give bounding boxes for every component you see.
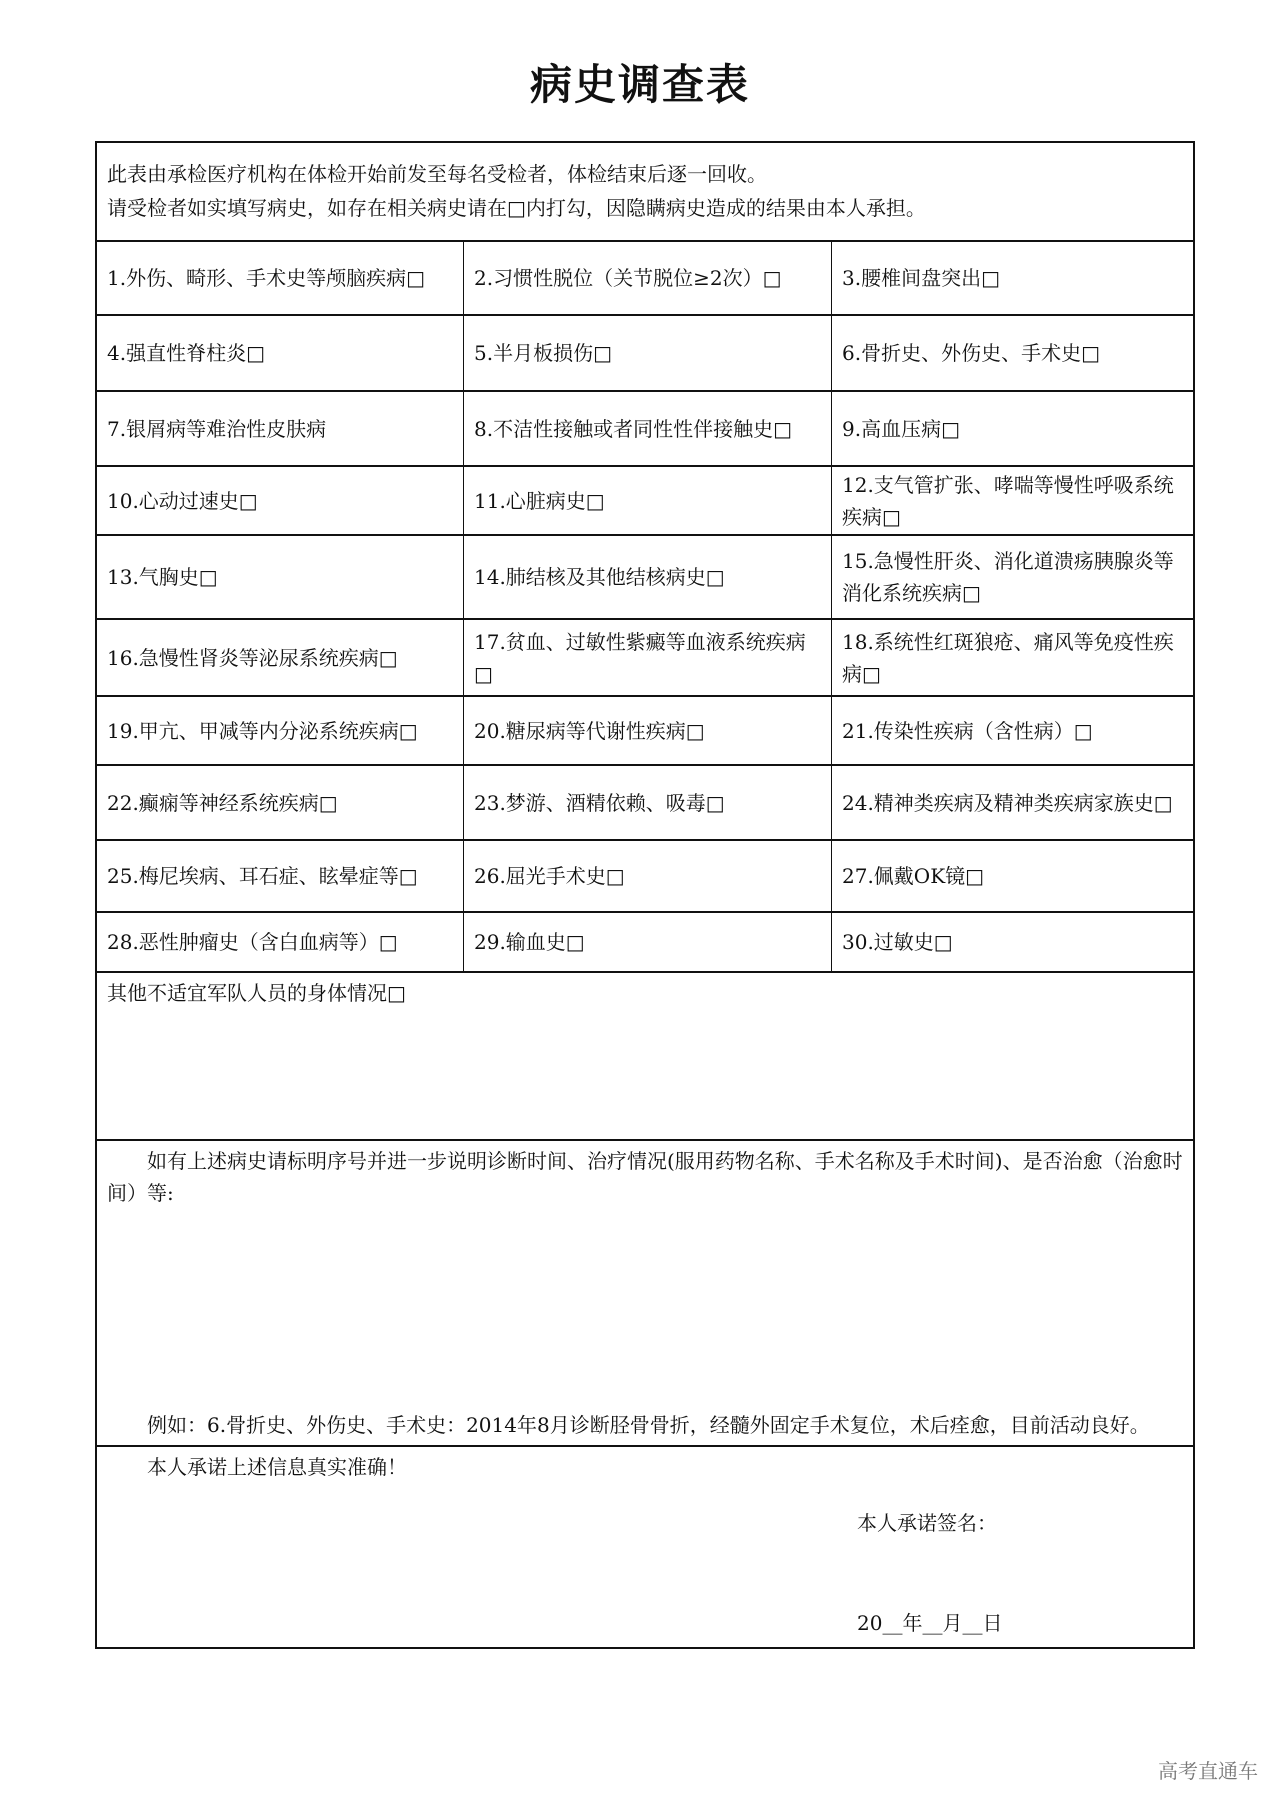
condition-row: [97, 390, 1193, 465]
condition-label: 9.高血压病□: [842, 416, 960, 441]
condition-item[interactable]: [463, 841, 831, 911]
intro-row: [97, 143, 1193, 240]
condition-row: [97, 695, 1193, 764]
commit-section: [97, 1447, 1193, 1647]
condition-item[interactable]: [97, 392, 463, 465]
condition-label: 3.腰椎间盘突出□: [842, 266, 1000, 290]
condition-label: 5.半月板损伤□: [474, 341, 612, 365]
condition-item[interactable]: [97, 697, 463, 764]
condition-label: 16.急慢性肾炎等泌尿系统疾病□: [107, 645, 398, 670]
condition-item[interactable]: [463, 316, 831, 390]
condition-label: 25.梅尼埃病、耳石症、眩晕症等□: [107, 864, 418, 888]
condition-item[interactable]: [463, 766, 831, 839]
condition-label: 18.系统性红斑狼疮、痛风等免疫性疾病□: [842, 629, 1174, 686]
explain-row: [97, 1139, 1193, 1445]
condition-item[interactable]: [831, 392, 1193, 465]
condition-label: 24.精神类疾病及精神类疾病家族史□: [842, 790, 1173, 815]
condition-item[interactable]: [97, 316, 463, 390]
intro-text: [97, 143, 936, 240]
condition-item[interactable]: [831, 620, 1193, 695]
signature-field[interactable]: 本人承诺签名：: [857, 1511, 997, 1535]
other-row: [97, 971, 1193, 1139]
explain-field[interactable]: [97, 1141, 1193, 1445]
condition-row: [97, 534, 1193, 618]
condition-row: [97, 240, 1193, 314]
condition-item[interactable]: [463, 242, 831, 314]
explain-prompt: 如有上述病史请标明序号并进一步说明诊断时间、治疗情况(服用药物名称、手术名称及手术时间)、是否治愈（治愈时间）等:: [107, 1149, 1183, 1205]
condition-item[interactable]: [463, 467, 831, 534]
condition-label: 2.习惯性脱位（关节脱位≥2次）□: [474, 266, 782, 290]
page-title: 病史调查表: [529, 60, 750, 109]
condition-row: [97, 618, 1193, 695]
condition-label: 13.气胸史□: [107, 565, 218, 589]
condition-row: [97, 314, 1193, 390]
condition-row: [97, 911, 1193, 971]
watermark: 高考直通车: [1158, 1759, 1258, 1783]
intro-line-2: 请受检者如实填写病史，如存在相关病史请在□内打勾，因隐瞒病史造成的结果由本人承担。: [107, 196, 926, 220]
condition-label: 26.屈光手术史□: [474, 864, 625, 888]
condition-label: 22.癫痫等神经系统疾病□: [107, 790, 338, 815]
condition-label: 30.过敏史□: [842, 930, 953, 954]
condition-label: 10.心动过速史□: [107, 488, 258, 513]
condition-item[interactable]: [463, 697, 831, 764]
commit-row: [97, 1445, 1193, 1647]
condition-item[interactable]: [97, 841, 463, 911]
condition-item[interactable]: [831, 242, 1193, 314]
condition-label: 1.外伤、畸形、手术史等颅脑疾病□: [107, 266, 425, 290]
condition-item[interactable]: [97, 467, 463, 534]
condition-item[interactable]: [831, 766, 1193, 839]
condition-label: 23.梦游、酒精依赖、吸毒□: [474, 790, 725, 815]
condition-item[interactable]: [831, 316, 1193, 390]
commit-statement: 本人承诺上述信息真实准确！: [147, 1455, 407, 1479]
condition-row: [97, 839, 1193, 911]
condition-label: 8.不洁性接触或者同性性伴接触史□: [474, 416, 792, 441]
condition-item[interactable]: [463, 620, 831, 695]
condition-item[interactable]: [97, 536, 463, 618]
condition-item[interactable]: [97, 766, 463, 839]
condition-item[interactable]: [463, 392, 831, 465]
condition-item[interactable]: [97, 620, 463, 695]
date-field[interactable]: 20__年__月__日: [857, 1611, 1003, 1635]
intro-line-1: 此表由承检医疗机构在体检开始前发至每名受检者，体检结束后逐一回收。: [107, 162, 767, 186]
condition-label: 12.支气管扩张、哮喘等慢性呼吸系统疾病□: [842, 472, 1174, 529]
condition-label: 14.肺结核及其他结核病史□: [474, 565, 725, 589]
condition-label: 29.输血史□: [474, 930, 585, 954]
explain-example: 例如：6.骨折史、外伤史、手术史：2014年8月诊断胫骨骨折，经髓外固定手术复位，术后痊愈，目前活动良好。: [147, 1413, 1150, 1437]
medical-history-form: [95, 141, 1195, 1649]
condition-label: 15.急慢性肝炎、消化道溃疡胰腺炎等消化系统疾病□: [842, 549, 1174, 605]
condition-item[interactable]: [831, 467, 1193, 534]
condition-label: 19.甲亢、甲减等内分泌系统疾病□: [107, 718, 418, 743]
condition-item[interactable]: [831, 697, 1193, 764]
condition-label: 20.糖尿病等代谢性疾病□: [474, 718, 705, 743]
condition-item[interactable]: [831, 841, 1193, 911]
condition-item[interactable]: [97, 913, 463, 971]
condition-label: 11.心脏病史□: [474, 488, 605, 513]
condition-label: 7.银屑病等难治性皮肤病: [107, 416, 327, 441]
condition-label: 27.佩戴OK镜□: [842, 864, 985, 888]
condition-item[interactable]: [831, 536, 1193, 618]
other-conditions-field[interactable]: [97, 973, 1193, 1139]
condition-row: [97, 465, 1193, 534]
condition-label: 6.骨折史、外伤史、手术史□: [842, 341, 1100, 365]
condition-label: 4.强直性脊柱炎□: [107, 341, 265, 365]
condition-item[interactable]: [97, 242, 463, 314]
condition-label: 21.传染性疾病（含性病）□: [842, 718, 1093, 743]
condition-row: [97, 764, 1193, 839]
condition-label: 17.贫血、过敏性紫癜等血液系统疾病□: [474, 629, 806, 686]
condition-label: 28.恶性肿瘤史（含白血病等）□: [107, 930, 398, 954]
condition-item[interactable]: [831, 913, 1193, 971]
condition-item[interactable]: [463, 913, 831, 971]
condition-item[interactable]: [463, 536, 831, 618]
other-conditions-label: 其他不适宜军队人员的身体情况□: [107, 981, 406, 1005]
